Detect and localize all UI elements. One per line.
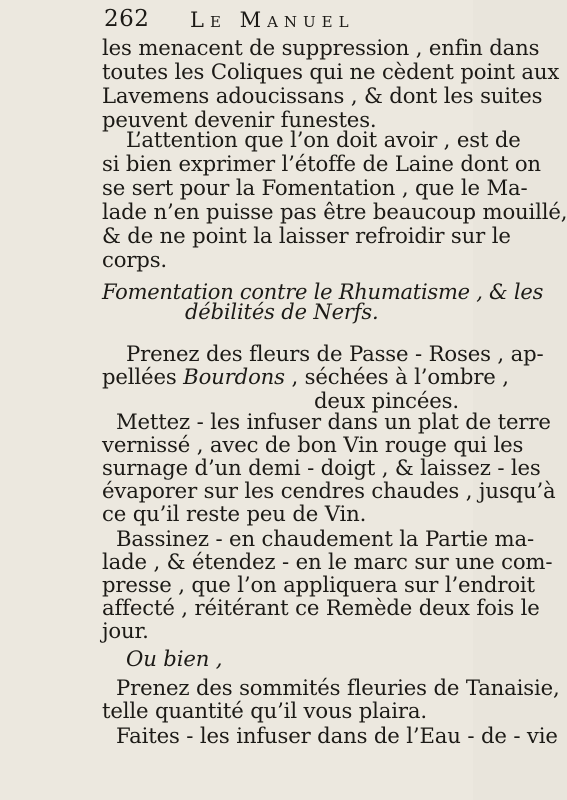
text-line: & de ne point la laisser refroidir sur le (102, 223, 511, 248)
alternative-label: Ou bien , (126, 646, 223, 671)
text-line: corps. (102, 247, 168, 272)
recipe-1-line-2-text-c: , séchées à l’ombre , (291, 364, 509, 389)
recipe-1-line-1: Prenez des fleurs de Passe - Roses , ap- (126, 341, 544, 366)
running-head: Le Manuel (190, 8, 355, 32)
recipe-1-line-2-italic-term: Bourdons (183, 364, 285, 389)
text-line: telle quantité qu’il vous plaira. (102, 698, 427, 723)
text-line: si bien exprimer l’étoffe de Laine dont on (102, 151, 541, 176)
section-heading-line-2: débilités de Nerfs. (185, 300, 379, 324)
text-line: lade n’en puisse pas être beaucoup mouillé, (102, 199, 567, 224)
page-number: 262 (104, 6, 150, 32)
text-line: toutes les Coliques qui ne cèdent point aux (102, 59, 560, 84)
recipe-1-line-2 (102, 365, 509, 389)
text-line: affecté , réitérant ce Remède deux fois le (102, 595, 540, 620)
recipe-1-line-2-text-a: pellées (102, 364, 177, 389)
text-line: évaporer sur les cendres chaudes , jusqu’à (102, 478, 556, 503)
text-line: les menacent de suppression , enfin dans (102, 35, 540, 60)
text-line: ce qu’il reste peu de Vin. (102, 501, 367, 526)
text-line: presse , que l’on appliquera sur l’endroit (102, 572, 535, 597)
recipe-1-line-3: deux pincées. (313, 388, 459, 413)
page-header (0, 4, 473, 34)
text-line: peuvent devenir funestes. (102, 107, 377, 132)
section-heading-line-1: Fomentation contre le Rhumatisme , & les (102, 280, 544, 304)
text-line: L’attention que l’on doit avoir , est de (126, 127, 521, 152)
text-line: Faites - les infuser dans de l’Eau - de - vie (116, 723, 558, 748)
text-line: vernissé , avec de bon Vin rouge qui les (102, 432, 524, 457)
text-line: lade , & étendez - en le marc sur une com- (102, 549, 553, 574)
text-line: Mettez - les infuser dans un plat de terre (116, 409, 551, 434)
text-line: Lavemens adoucissans , & dont les suites (102, 83, 543, 108)
text-line: se sert pour la Fomentation , que le Ma- (102, 175, 528, 200)
text-line: jour. (102, 618, 149, 643)
text-line: surnage d’un demi - doigt , & laissez - les (102, 455, 541, 480)
text-line: Bassinez - en chaudement la Partie ma- (116, 526, 534, 551)
text-line: Prenez des sommités fleuries de Tanaisie, (116, 675, 560, 700)
